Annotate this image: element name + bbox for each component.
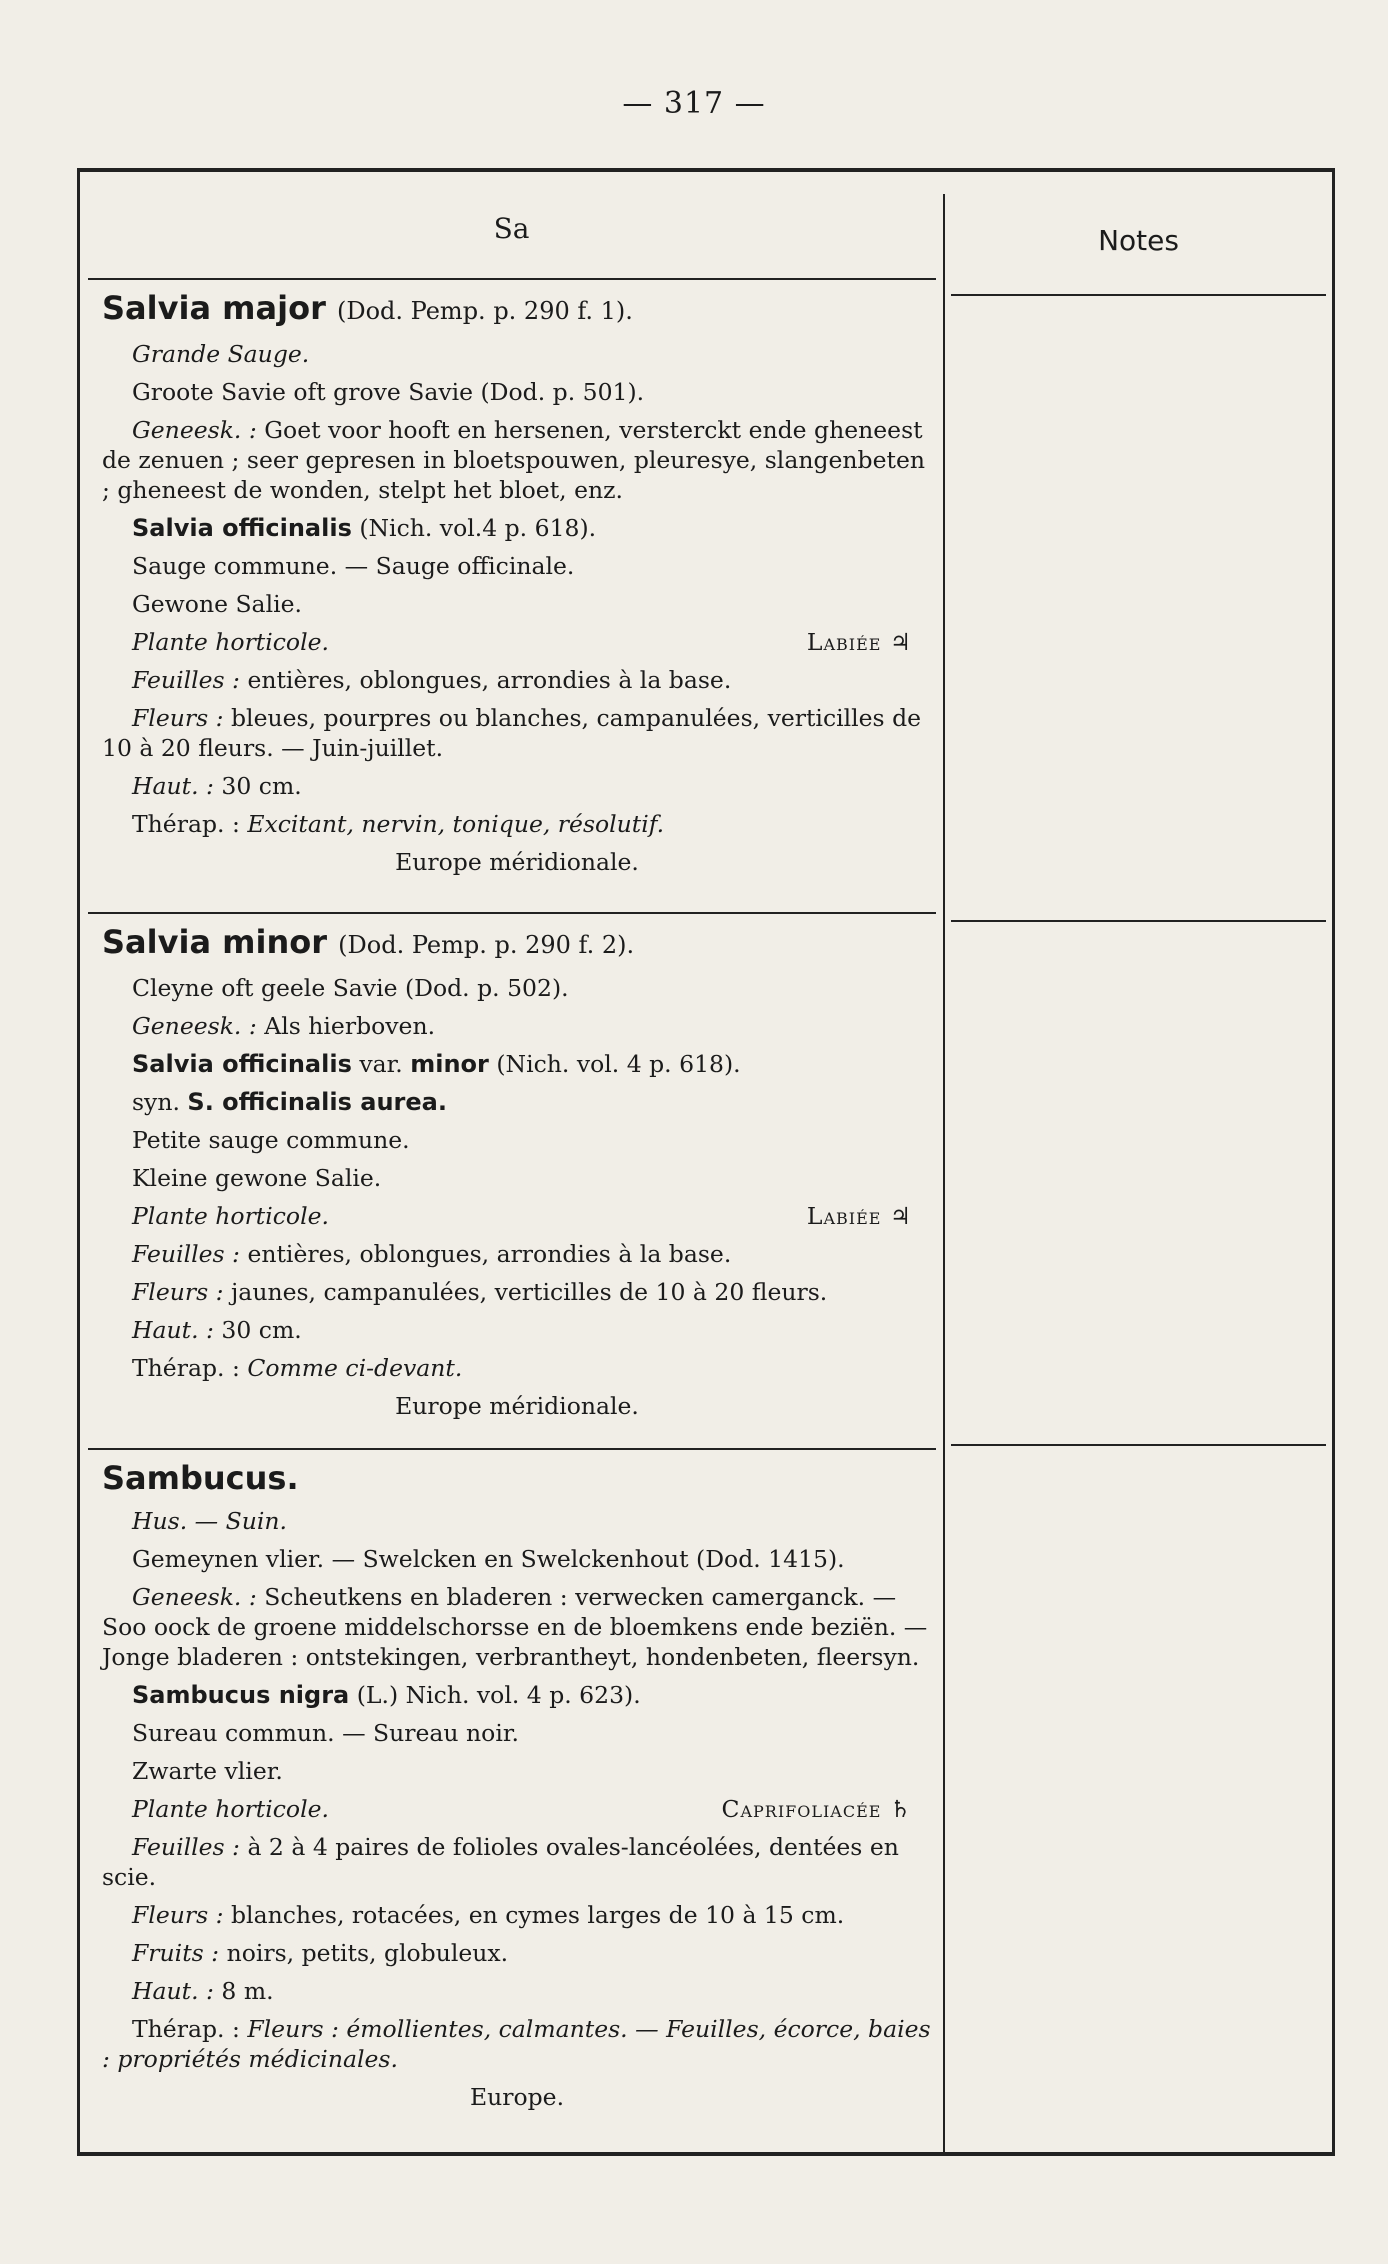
leaves-description: Feuilles : entières, oblongues, arrondies à la base. bbox=[132, 666, 732, 694]
entry-title: Salvia major (Dod. Pemp. p. 290 f. 1). bbox=[102, 289, 633, 327]
leaves-description: Feuilles : à 2 à 4 paires de folioles ovales-lancéolées, dentées en scie. bbox=[102, 1833, 899, 1891]
column-header-main: Sa bbox=[493, 212, 530, 245]
scientific-name: Salvia officinalis (Nich. vol.4 p. 618). bbox=[132, 514, 597, 542]
dutch-name: Cleyne oft geele Savie (Dod. p. 502). bbox=[132, 974, 569, 1002]
row-rule-notes bbox=[951, 1444, 1326, 1446]
height: Haut. : 30 cm. bbox=[132, 772, 302, 800]
leaves-description: Feuilles : entières, oblongues, arrondies à la base. bbox=[132, 1240, 732, 1268]
therapeutic-use: Thérap. : Comme ci-devant. bbox=[132, 1354, 463, 1382]
height: Haut. : 30 cm. bbox=[132, 1316, 302, 1344]
medicinal-note: Geneesk. : Goet voor hooft en hersenen, versterckt ende gheneest de zenuen ; seer gepresen in bloetspouwen, pleuresye, slangenbeten ; gheneest de wonden, stelpt het bloet, enz. bbox=[102, 416, 925, 504]
french-name: Petite sauge commune. bbox=[132, 1126, 410, 1154]
entry-title: Sambucus. bbox=[102, 1459, 299, 1497]
therapeutic-use: Thérap. : Excitant, nervin, tonique, résolutif. bbox=[132, 810, 665, 838]
dutch-common-name: Zwarte vlier. bbox=[132, 1757, 283, 1785]
french-name: Sauge commune. — Sauge officinale. bbox=[132, 552, 575, 580]
plant-family-row: Plante horticole. Labiée ♃ bbox=[132, 1202, 912, 1230]
common-name: Hus. — Suin. bbox=[132, 1507, 287, 1535]
header-rule-notes bbox=[951, 294, 1326, 296]
row-rule-notes bbox=[951, 920, 1326, 922]
flowers-description: Fleurs : jaunes, campanulées, verticilles de 10 à 20 fleurs. bbox=[132, 1278, 828, 1306]
distribution: Europe méridionale. bbox=[395, 848, 639, 876]
fruits-description: Fruits : noirs, petits, globuleux. bbox=[132, 1939, 509, 1967]
row-rule bbox=[88, 912, 936, 914]
medicinal-note: Geneesk. : Scheutkens en bladeren : verwecken camerganck. — Soo oock de groene middelschorsse en de bloemkens ende beziën. — Jonge bladeren : ontstekingen, verbrantheyt, hondenbeten, fleersyn. bbox=[102, 1583, 928, 1671]
entry-sambucus bbox=[102, 1454, 932, 2116]
row-rule bbox=[88, 1448, 936, 1450]
scientific-name: Sambucus nigra (L.) Nich. vol. 4 p. 623). bbox=[132, 1681, 641, 1709]
page-number: — 317 — bbox=[622, 86, 766, 121]
column-header-notes: Notes bbox=[1098, 224, 1179, 257]
plant-family-row: Plante horticole. Caprifoliacée ♄ bbox=[132, 1795, 912, 1823]
header-rule bbox=[88, 278, 936, 280]
flowers-description: Fleurs : blanches, rotacées, en cymes larges de 10 à 15 cm. bbox=[132, 1901, 845, 1929]
entry-salvia-major bbox=[102, 284, 932, 881]
dutch-name: Groote Savie oft grove Savie (Dod. p. 501). bbox=[132, 378, 645, 406]
flowers-description: Fleurs : bleues, pourpres ou blanches, campanulées, verticilles de 10 à 20 fleurs. — Juin-juillet. bbox=[102, 704, 922, 762]
scientific-name: Salvia officinalis var. minor (Nich. vol. 4 p. 618). bbox=[132, 1050, 741, 1078]
dutch-common-name: Kleine gewone Salie. bbox=[132, 1164, 382, 1192]
dutch-common-name: Gewone Salie. bbox=[132, 590, 302, 618]
distribution: Europe méridionale. bbox=[395, 1392, 639, 1420]
synonym: syn. S. officinalis aurea. bbox=[132, 1088, 447, 1116]
dutch-name: Gemeynen vlier. — Swelcken en Swelckenhout (Dod. 1415). bbox=[132, 1545, 845, 1573]
entry-salvia-minor bbox=[102, 918, 932, 1425]
common-name: Grande Sauge. bbox=[132, 340, 310, 368]
distribution: Europe. bbox=[469, 2083, 565, 2111]
height: Haut. : 8 m. bbox=[132, 1977, 274, 2005]
column-divider bbox=[943, 194, 945, 2152]
table-frame bbox=[77, 168, 1335, 2156]
entry-title: Salvia minor (Dod. Pemp. p. 290 f. 2). bbox=[102, 923, 635, 961]
plant-family-row: Plante horticole. Labiée ♃ bbox=[132, 628, 912, 656]
medicinal-note: Geneesk. : Als hierboven. bbox=[132, 1012, 436, 1040]
therapeutic-use: Thérap. : Fleurs : émollientes, calmantes. — Feuilles, écorce, baies : propriétés médicinales. bbox=[102, 2015, 931, 2073]
french-name: Sureau commun. — Sureau noir. bbox=[132, 1719, 519, 1747]
